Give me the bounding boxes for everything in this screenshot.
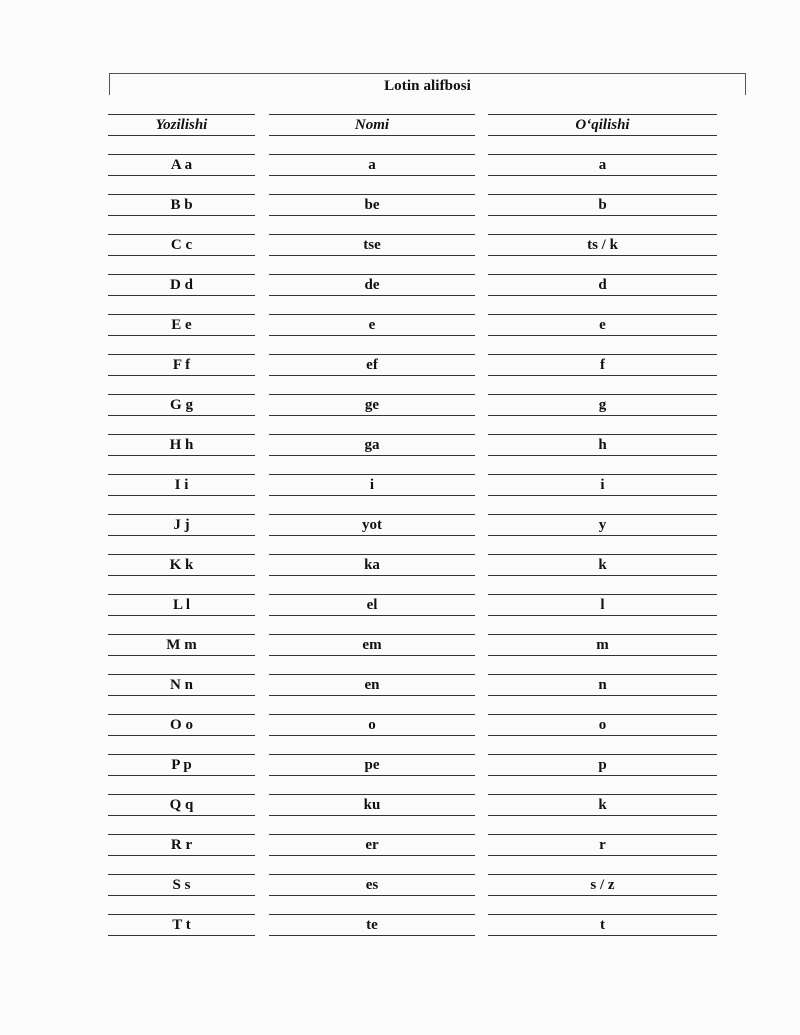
name-cell: o [269,714,475,736]
name-cell: er [269,834,475,856]
name-cell: a [269,154,475,176]
name-cell: ku [269,794,475,816]
pronunciation-cell: ts / k [488,234,717,256]
name-cell: tse [269,234,475,256]
letter-cell: Q q [108,794,255,816]
pronunciation-cell: a [488,154,717,176]
pronunciation-cell: p [488,754,717,776]
pronunciation-cell: y [488,514,717,536]
letter-cell: J j [108,514,255,536]
column-yozilishi [108,114,255,936]
pronunciation-cell: d [488,274,717,296]
pronunciation-cell: g [488,394,717,416]
letter-cell: E e [108,314,255,336]
pronunciation-cell: h [488,434,717,456]
pronunciation-cell: f [488,354,717,376]
letter-cell: M m [108,634,255,656]
name-cell: yot [269,514,475,536]
column-nomi [269,114,475,936]
name-cell: ge [269,394,475,416]
name-cell: e [269,314,475,336]
letter-cell: F f [108,354,255,376]
name-cell: ef [269,354,475,376]
name-cell: el [269,594,475,616]
pronunciation-cell: e [488,314,717,336]
pronunciation-cell: r [488,834,717,856]
letter-cell: N n [108,674,255,696]
column-header-yozilishi: Yozilishi [108,114,255,136]
name-cell: es [269,874,475,896]
pronunciation-cell: m [488,634,717,656]
name-cell: te [269,914,475,936]
name-cell: ga [269,434,475,456]
letter-cell: O o [108,714,255,736]
name-cell: de [269,274,475,296]
letter-cell: G g [108,394,255,416]
name-cell: pe [269,754,475,776]
pronunciation-cell: n [488,674,717,696]
column-header-nomi: Nomi [269,114,475,136]
letter-cell: H h [108,434,255,456]
letter-cell: I i [108,474,255,496]
page-title: Lotin alifbosi [384,78,471,94]
name-cell: ka [269,554,475,576]
letter-cell: R r [108,834,255,856]
letter-cell: T t [108,914,255,936]
pronunciation-cell: k [488,554,717,576]
pronunciation-cell: s / z [488,874,717,896]
name-cell: en [269,674,475,696]
letter-cell: B b [108,194,255,216]
name-cell: be [269,194,475,216]
name-cell: i [269,474,475,496]
letter-cell: P p [108,754,255,776]
column-oqilishi [488,114,717,936]
pronunciation-cell: i [488,474,717,496]
pronunciation-cell: k [488,794,717,816]
column-header-oqilishi: O‘qilishi [488,114,717,136]
pronunciation-cell: o [488,714,717,736]
title-box [109,73,746,95]
letter-cell: K k [108,554,255,576]
pronunciation-cell: l [488,594,717,616]
letter-cell: D d [108,274,255,296]
letter-cell: S s [108,874,255,896]
pronunciation-cell: b [488,194,717,216]
letter-cell: C c [108,234,255,256]
letter-cell: A a [108,154,255,176]
name-cell: em [269,634,475,656]
pronunciation-cell: t [488,914,717,936]
letter-cell: L l [108,594,255,616]
